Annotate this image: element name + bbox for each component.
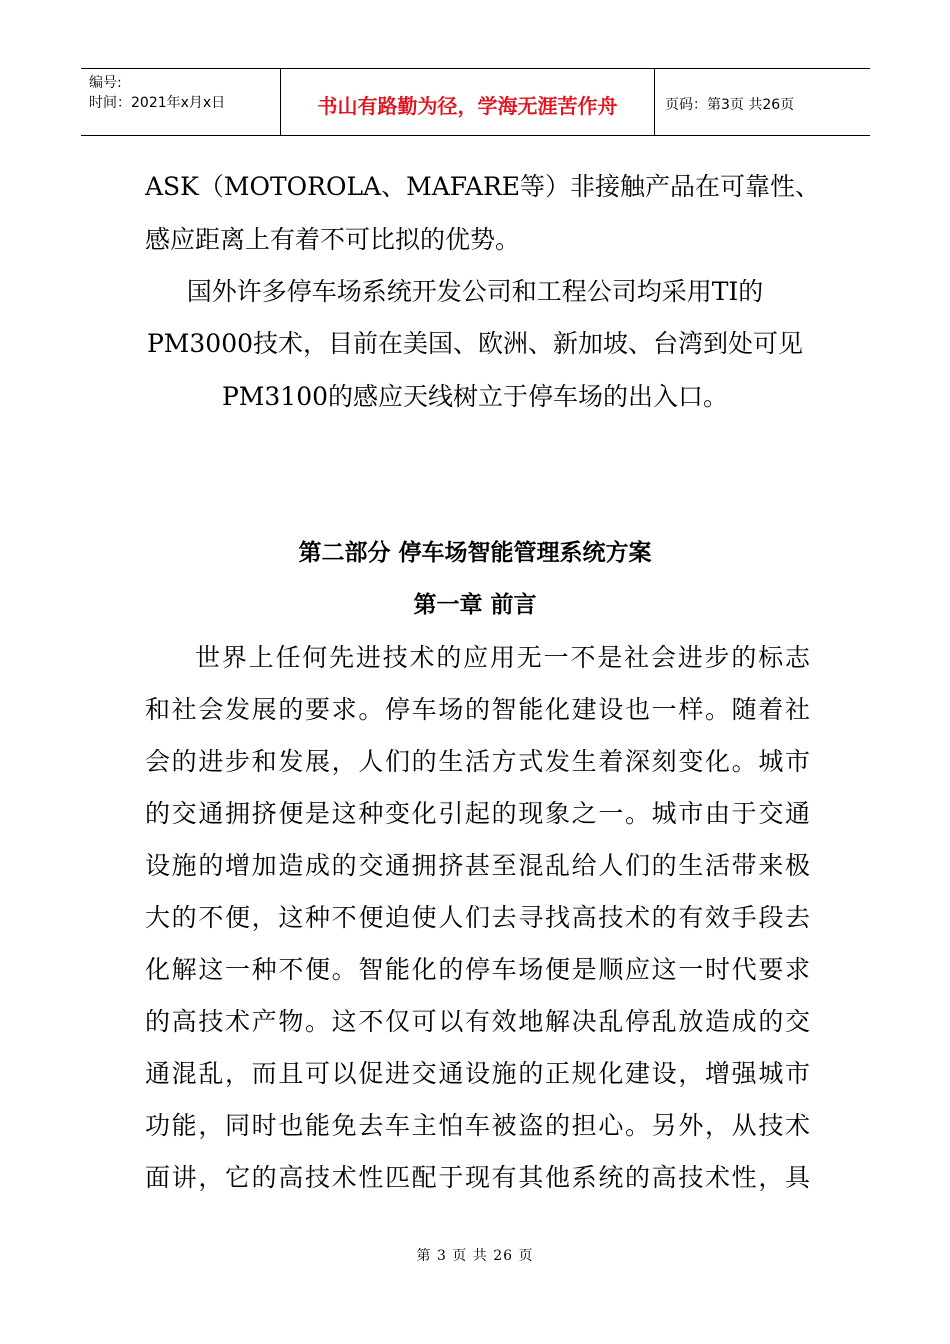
document-header bbox=[81, 68, 870, 136]
header-page-info: 页码：第3页 共26页 bbox=[665, 97, 795, 113]
preface-line-8: 的高技术产物。这不仅可以有效地解决乱停乱放造成的交 bbox=[145, 1007, 810, 1036]
preface-line-9: 通混乱，而且可以促进交通设施的正规化建设，增强城市 bbox=[145, 1059, 810, 1088]
intro-line-1: ASK（MOTOROLA、MAFARE等）非接触产品在可靠性、 bbox=[145, 172, 821, 201]
header-motto: 书山有路勤为径，学海无涯苦作舟 bbox=[281, 69, 655, 135]
preface-line-4: 的交通拥挤便是这种变化引起的现象之一。城市由于交通 bbox=[145, 799, 810, 828]
part-title: 第二部分 停车场智能管理系统方案 bbox=[298, 540, 652, 566]
preface-line-5: 设施的增加造成的交通拥挤甚至混乱给人们的生活带来极 bbox=[145, 851, 810, 880]
preface-line-1: 世界上任何先进技术的应用无一不是社会进步的标志 bbox=[195, 643, 810, 672]
preface-line-2: 和社会发展的要求。停车场的智能化建设也一样。随着社 bbox=[145, 695, 810, 724]
preface-line-7: 化解这一种不便。智能化的停车场便是顺应这一时代要求 bbox=[145, 955, 810, 984]
chapter-title: 第一章 前言 bbox=[413, 592, 537, 618]
intro-line-2: 感应距离上有着不可比拟的优势。 bbox=[145, 225, 521, 254]
ti-line-2: PM3000技术，目前在美国、欧洲、新加坡、台湾到处可见 bbox=[146, 329, 804, 358]
ti-line-3: PM3100的感应天线树立于停车场的出入口。 bbox=[221, 382, 729, 411]
preface-line-10: 功能，同时也能免去车主怕车被盗的担心。另外，从技术 bbox=[145, 1111, 810, 1140]
preface-line-6: 大的不便，这种不便迫使人们去寻找高技术的有效手段去 bbox=[145, 903, 810, 932]
document-time-label: 时间：2021年x月x日 bbox=[89, 95, 226, 111]
header-meta-cell bbox=[81, 69, 281, 135]
document-number-label: 编号: bbox=[89, 75, 122, 91]
preface-line-11: 面讲，它的高技术性匹配于现有其他系统的高技术性，具 bbox=[145, 1163, 810, 1192]
page-footer: 第 3 页 共 26 页 bbox=[416, 1248, 534, 1264]
ti-line-1: 国外许多停车场系统开发公司和工程公司均采用TI的 bbox=[186, 277, 764, 306]
preface-line-3: 会的进步和发展，人们的生活方式发生着深刻变化。城市 bbox=[145, 747, 810, 776]
